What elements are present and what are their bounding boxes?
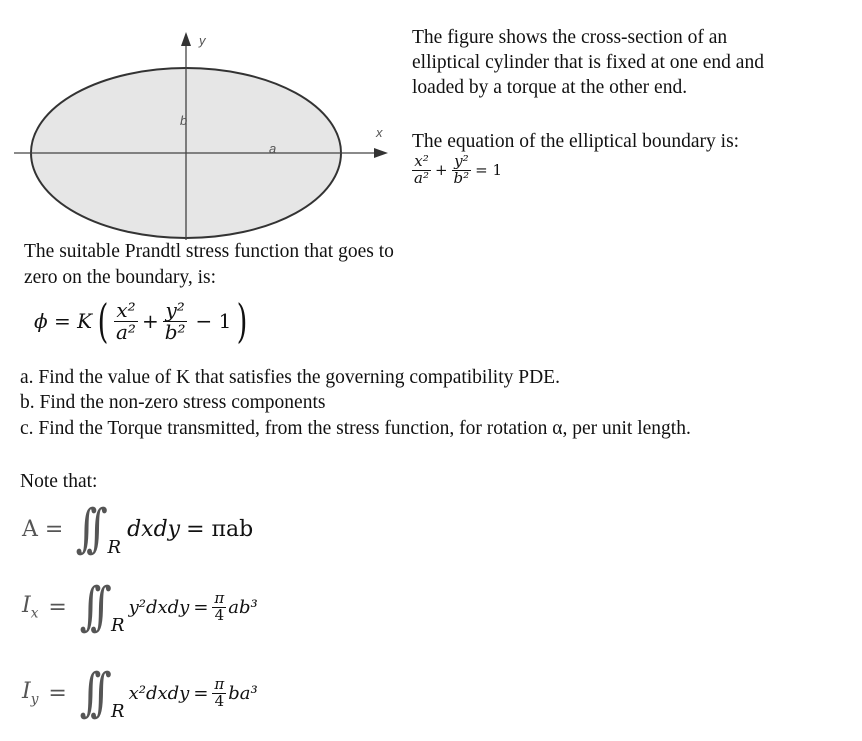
ix-eq: = xyxy=(48,594,67,620)
stress-function-lhs: ϕ = K xyxy=(34,309,93,333)
ix-pi-over-4 xyxy=(212,588,226,624)
ix-pi: π xyxy=(214,588,225,607)
ix-rhs-eq: = xyxy=(193,596,209,618)
boundary-y-fraction xyxy=(452,154,472,187)
question-b: b. Find the non-zero stress components xyxy=(20,392,326,413)
iy-rhs-tail: ba³ xyxy=(228,682,258,704)
iy-integrand: x²dxdy xyxy=(128,682,190,704)
x-axis-arrow-icon xyxy=(374,148,388,158)
ix-integrand: y²dxdy xyxy=(128,596,190,618)
stress-y-den: b² xyxy=(164,319,186,344)
ix-four: 4 xyxy=(214,605,225,624)
iy-region: R xyxy=(111,700,125,722)
stress-function-equation xyxy=(34,294,251,348)
boundary-y-den: b² xyxy=(453,168,470,187)
boundary-y-num: y² xyxy=(454,152,469,170)
boundary-plus: + xyxy=(434,161,448,180)
stress-minus-one: − 1 xyxy=(195,309,232,333)
stress-y-fraction xyxy=(163,297,188,344)
ix-lhs xyxy=(22,593,38,621)
y-axis-label: y xyxy=(199,33,206,48)
ix-lhs-sub: x xyxy=(30,605,39,622)
ellipse-figure xyxy=(14,30,396,240)
area-integrand: dxdy xyxy=(127,516,181,542)
area-lhs: A = xyxy=(22,516,64,542)
stress-x-fraction xyxy=(114,297,138,344)
iy-eq: = xyxy=(48,680,67,706)
y-axis-arrow-icon xyxy=(181,32,191,46)
iy-four: 4 xyxy=(214,691,225,710)
intro-line-2: elliptical cylinder that is fixed at one end and xyxy=(412,52,764,73)
left-paren-icon: ( xyxy=(97,294,109,348)
stress-function-line-1: The suitable Prandtl stress function that goes to xyxy=(24,241,394,262)
boundary-equation xyxy=(412,154,502,187)
double-integral-icon: ∫∫ xyxy=(75,499,97,559)
area-integral xyxy=(22,496,253,562)
iy-pi-over-4 xyxy=(212,674,226,710)
boundary-x-num: x² xyxy=(414,152,429,170)
iy-lhs-sub: y xyxy=(30,691,39,708)
ix-integral xyxy=(22,574,258,640)
area-rhs: = πab xyxy=(186,516,254,542)
double-integral-icon: ∫∫ xyxy=(79,663,101,723)
area-region: R xyxy=(107,536,122,558)
stress-plus: + xyxy=(141,309,159,333)
semi-major-label: a xyxy=(269,141,277,156)
question-c: c. Find the Torque transmitted, from the stress function, for rotation α, per unit length. xyxy=(20,418,691,439)
semi-minor-label: b xyxy=(180,113,188,128)
stress-y-num: y² xyxy=(165,297,185,322)
double-integral-icon: ∫∫ xyxy=(79,577,101,637)
intro-line-1: The figure shows the cross-section of an xyxy=(412,27,728,48)
ix-rhs-tail: ab³ xyxy=(228,596,258,618)
x-axis-label: x xyxy=(376,125,383,140)
boundary-rhs: = 1 xyxy=(475,161,503,180)
iy-lhs xyxy=(22,679,38,707)
stress-x-num: x² xyxy=(116,297,136,322)
boundary-x-den: a² xyxy=(414,168,429,187)
note-label: Note that: xyxy=(20,471,98,492)
ix-lhs-main: I xyxy=(22,592,31,618)
question-a: a. Find the value of K that satisfies the governing compatibility PDE. xyxy=(20,367,560,388)
right-paren-icon: ) xyxy=(236,294,248,348)
stress-function-line-2: zero on the boundary, is: xyxy=(24,267,217,288)
iy-rhs-eq: = xyxy=(193,682,209,704)
stress-x-den: a² xyxy=(116,319,136,344)
iy-pi: π xyxy=(214,674,225,693)
iy-integral xyxy=(22,660,258,726)
iy-lhs-main: I xyxy=(22,678,31,704)
boundary-label: The equation of the elliptical boundary is: xyxy=(412,131,740,152)
ix-region: R xyxy=(111,614,125,636)
intro-line-3: loaded by a torque at the other end. xyxy=(412,77,688,98)
boundary-x-fraction xyxy=(412,154,431,187)
